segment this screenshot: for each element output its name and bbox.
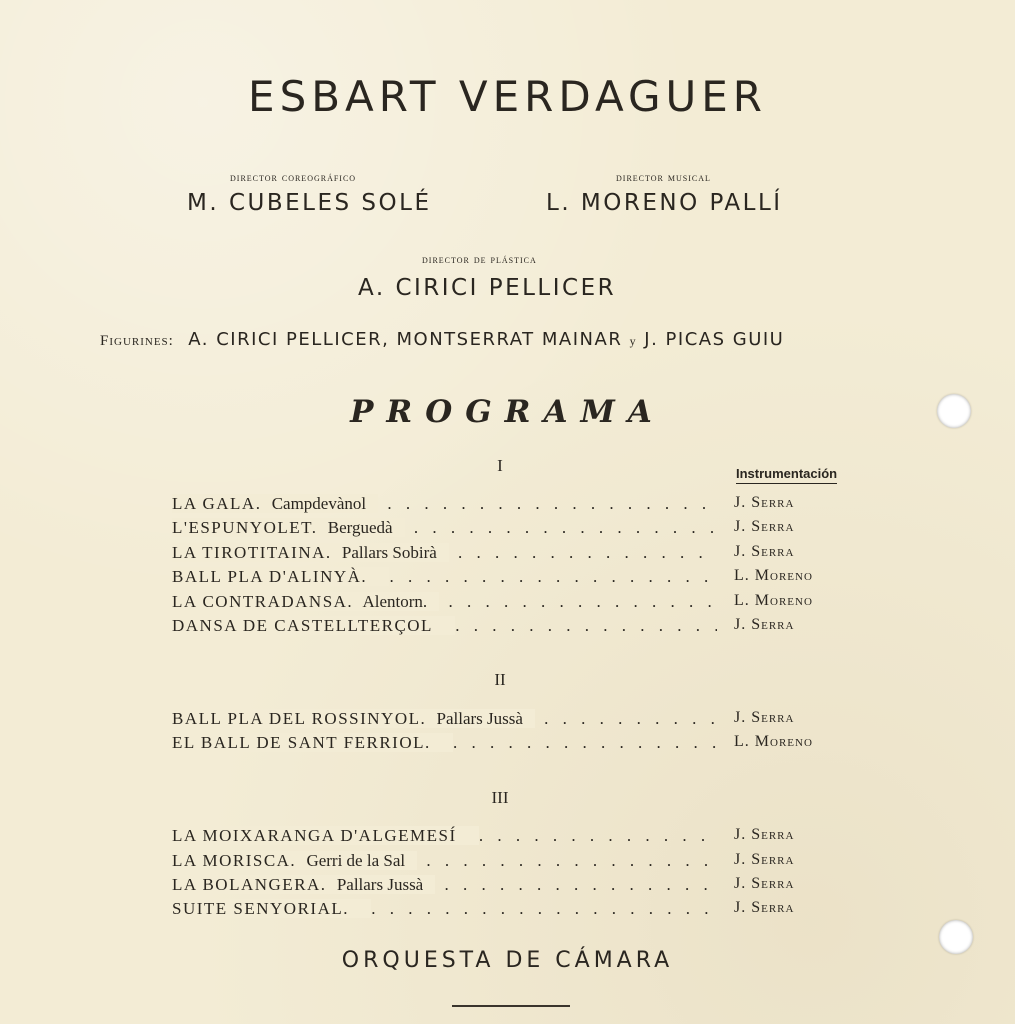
item-title: SUITE SENYORIAL.: [172, 899, 355, 918]
director-musical-name: L. MORENO PALLÍ: [546, 190, 783, 216]
instrumentacion-header: Instrumentación: [736, 466, 837, 484]
item-musician: J. Serra: [734, 851, 795, 868]
item-region: Gerri de la Sal: [306, 851, 411, 870]
item-region: Campdevànol: [272, 494, 372, 513]
item-musician: J. Serra: [734, 494, 795, 511]
item-title: EL BALL DE SANT FERRIOL.: [172, 733, 437, 752]
figurines-conjunction: y: [629, 334, 638, 348]
item-musician: L. Moreno: [734, 567, 813, 584]
section-numeral-3: III: [491, 788, 509, 807]
item-region: Alentorn.: [363, 592, 434, 611]
director-plastica-name: A. CIRICI PELLICER: [358, 275, 617, 301]
program-item: [172, 616, 847, 640]
item-musician: J. Serra: [734, 543, 795, 560]
program-item: [172, 567, 847, 591]
item-title: LA BOLANGERA.: [172, 875, 333, 894]
page-title: ESBART VERDAGUER: [248, 72, 767, 121]
director-coreografico-label: director coreográfico: [230, 170, 357, 184]
punch-hole: [939, 920, 973, 954]
program-item: [172, 826, 847, 850]
program-item: [172, 851, 847, 875]
item-title: LA MOIXARANGA D'ALGEMESÍ: [172, 826, 463, 845]
item-title: DANSA DE CASTELLTERÇOL: [172, 616, 439, 635]
item-region: Pallars Jussà: [337, 875, 429, 894]
item-title: LA TIROTITAINA.: [172, 543, 338, 562]
item-region: [441, 733, 447, 752]
item-region: [443, 616, 449, 635]
item-region: Pallars Jussà: [437, 709, 529, 728]
program-item: [172, 494, 847, 518]
director-coreografico-name: M. CUBELES SOLÉ: [187, 190, 432, 216]
item-title: BALL PLA DEL ROSSINYOL.: [172, 709, 432, 728]
item-musician: J. Serra: [734, 826, 795, 843]
item-region: Berguedà: [328, 518, 399, 537]
item-title: LA CONTRADANSA.: [172, 592, 359, 611]
director-musical-label: director musical: [616, 170, 711, 184]
item-musician: J. Serra: [734, 709, 795, 726]
item-region: [359, 899, 365, 918]
program-item: [172, 518, 847, 542]
item-title: L'ESPUNYOLET.: [172, 518, 324, 537]
program-item: [172, 543, 847, 567]
orquesta-heading: ORQUESTA DE CÁMARA: [341, 948, 674, 973]
figurines-names-a: A. CIRICI PELLICER, MONTSERRAT MAINAR: [188, 329, 623, 350]
section-numeral-2: II: [494, 670, 506, 689]
item-musician: J. Serra: [734, 616, 795, 633]
item-musician: L. Moreno: [734, 592, 813, 609]
program-item: [172, 875, 847, 899]
item-region: [377, 567, 383, 586]
item-title: LA GALA.: [172, 494, 267, 513]
item-musician: J. Serra: [734, 875, 795, 892]
program-item: [172, 899, 847, 923]
item-musician: J. Serra: [734, 518, 795, 535]
programa-heading: PROGRAMA: [350, 394, 665, 430]
figurines-names-b: J. PICAS GUIU: [644, 329, 785, 350]
figurines-line: [100, 329, 784, 350]
item-region: Pallars Sobirà: [342, 543, 443, 562]
punch-hole: [937, 394, 971, 428]
item-region: [467, 826, 473, 845]
item-title: LA MORISCA.: [172, 851, 302, 870]
section-numeral-1: I: [497, 456, 503, 475]
item-title: BALL PLA D'ALINYÀ.: [172, 567, 373, 586]
closing-rule: [452, 1005, 570, 1007]
director-plastica-label: director de plástica: [422, 252, 537, 266]
program-item: [172, 592, 847, 616]
program-item: [172, 733, 847, 757]
item-musician: L. Moreno: [734, 733, 813, 750]
item-musician: J. Serra: [734, 899, 795, 916]
program-item: [172, 709, 847, 733]
figurines-label: Figurines:: [100, 333, 174, 349]
